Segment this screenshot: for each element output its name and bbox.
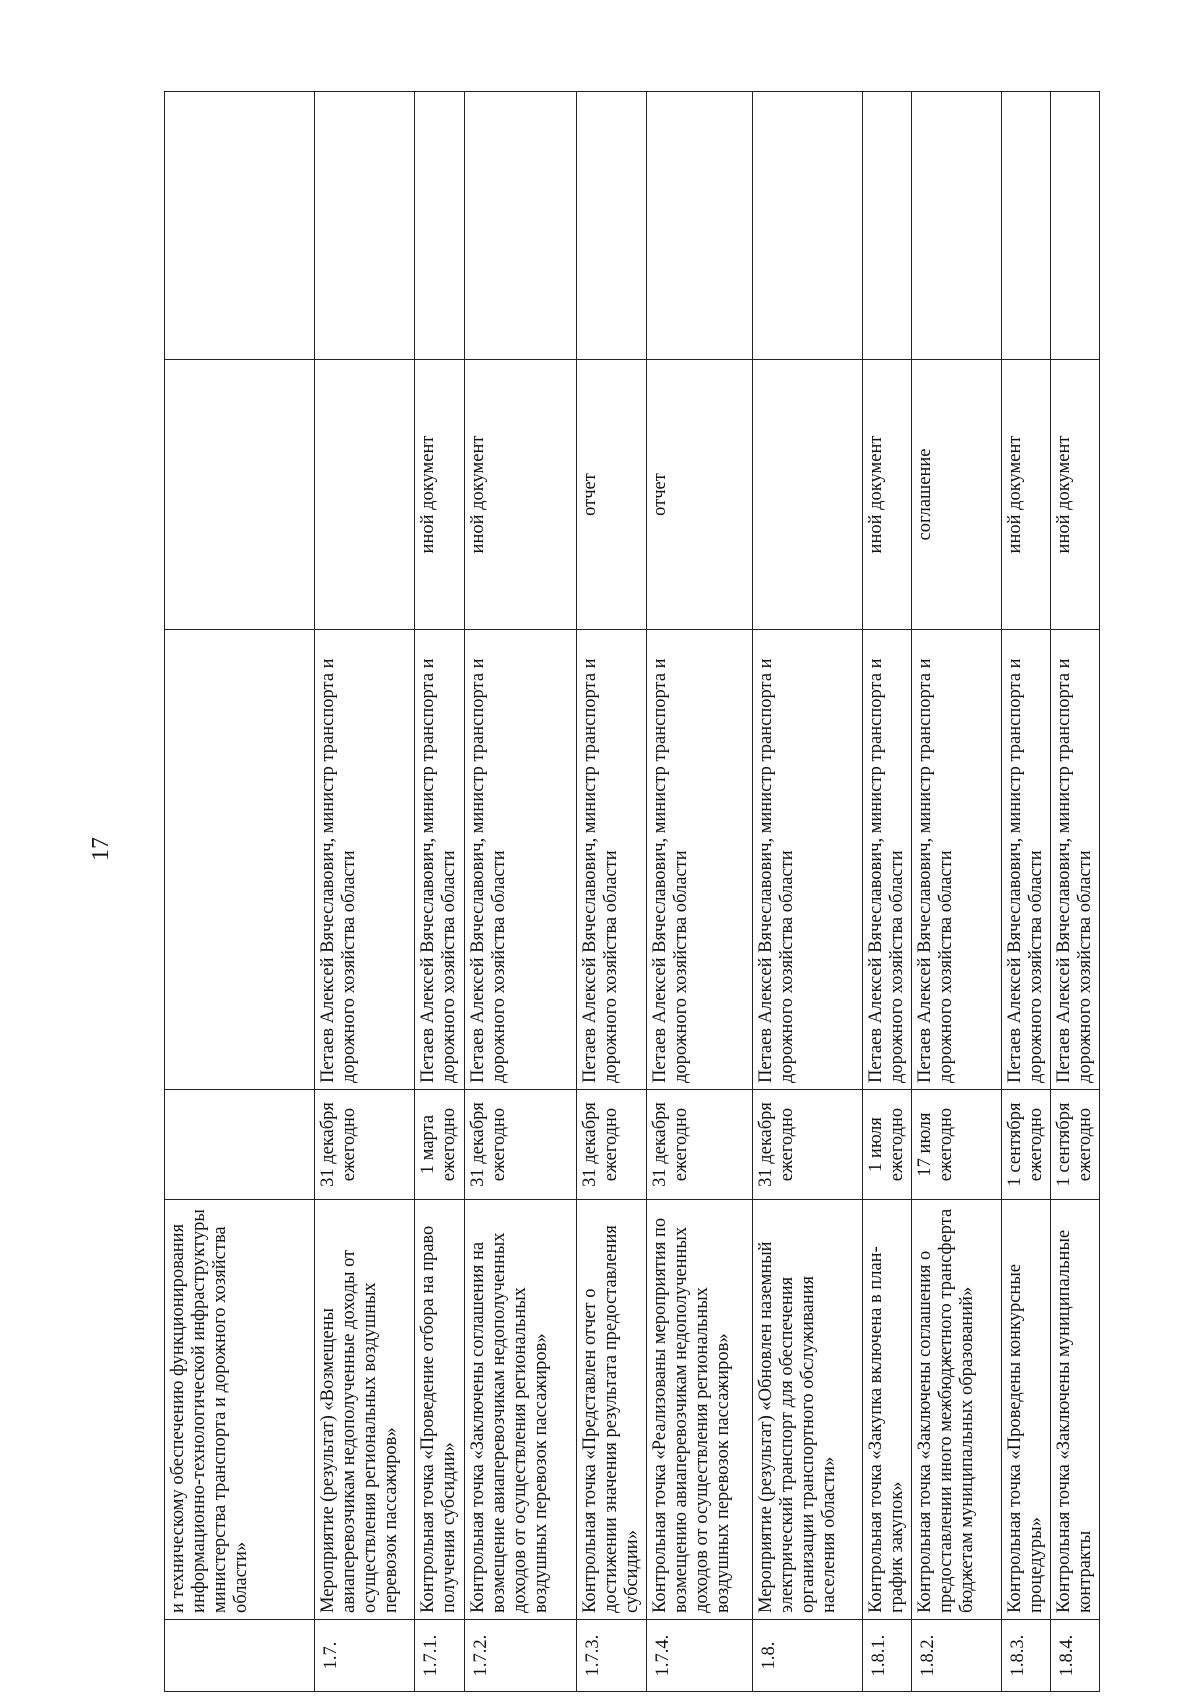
row-date: 17 июля ежегодно: [912, 1090, 1002, 1200]
row-document-type: иной документ: [465, 360, 577, 630]
row-document-type: иной документ: [1051, 360, 1100, 630]
row-responsible: Петаев Алексей Вячеславович, министр транспорта и дорожного хозяйства области: [647, 630, 753, 1090]
row-name: Контрольная точка «Заключены соглашения о предоставлении иного межбюджетного трансферта бюджетам муниципальных образований»: [912, 1200, 1002, 1620]
row-name: Контрольная точка «Заключены соглашения на возмещение авиаперевозчикам недополученных доходов от осуществления региональных воздушных перевозок пассажиров»: [465, 1200, 577, 1620]
row-number: 1.8.2.: [912, 1620, 1002, 1692]
row-info-system: [647, 92, 753, 360]
row-document-type: соглашение: [912, 360, 1002, 630]
row-document-type: иной документ: [415, 360, 465, 630]
row-date: 1 сентября ежегодно: [1002, 1090, 1051, 1200]
row-number: 1.8.: [753, 1620, 863, 1692]
table-row: [577, 92, 647, 1692]
row-info-system: [315, 92, 415, 360]
row-info-system: [863, 92, 912, 360]
row-name: Контрольная точка «Заключены муниципальные контракты: [1051, 1200, 1100, 1620]
row-number: 1.8.1.: [863, 1620, 912, 1692]
row-responsible: [165, 630, 315, 1090]
table-row: [415, 92, 465, 1692]
row-info-system: [912, 92, 1002, 360]
row-name: Мероприятие (результат) «Обновлен наземный электрический транспорт для обеспечения организации транспортного обслуживания населения области»: [753, 1200, 863, 1620]
row-responsible: Петаев Алексей Вячеславович, министр транспорта и дорожного хозяйства области: [753, 630, 863, 1090]
row-document-type: [315, 360, 415, 630]
row-number: 1.7.: [315, 1620, 415, 1692]
row-number: 1.7.4.: [647, 1620, 753, 1692]
row-date: 1 июля ежегодно: [863, 1090, 912, 1200]
row-document-type: [753, 360, 863, 630]
row-date: 31 декабря ежегодно: [753, 1090, 863, 1200]
row-date: 31 декабря ежегодно: [647, 1090, 753, 1200]
row-info-system: [753, 92, 863, 360]
row-name: и техническому обеспечению функционирования информационно-технологической инфраструктуры министерства транспорта и дорожного хозяйства области»: [165, 1200, 315, 1620]
plan-table: [164, 91, 1100, 1692]
table-row: [1002, 92, 1051, 1692]
row-responsible: Петаев Алексей Вячеславович, министр транспорта и дорожного хозяйства области: [1002, 630, 1051, 1090]
row-name: Контрольная точка «Реализованы мероприятия по возмещению авиаперевозчикам недополученных доходов от осуществления региональных воздушных перевозок пассажиров»: [647, 1200, 753, 1620]
rotated-table-container: [164, 92, 1095, 1692]
table-row: [753, 92, 863, 1692]
row-document-type: иной документ: [1002, 360, 1051, 630]
table-row: [465, 92, 577, 1692]
row-responsible: Петаев Алексей Вячеславович, министр транспорта и дорожного хозяйства области: [465, 630, 577, 1090]
row-info-system: [415, 92, 465, 360]
row-responsible: Петаев Алексей Вячеславович, министр транспорта и дорожного хозяйства области: [1051, 630, 1100, 1090]
row-info-system: [165, 92, 315, 360]
row-document-type: отчет: [647, 360, 753, 630]
row-number: 1.7.2.: [465, 1620, 577, 1692]
row-document-type: [165, 360, 315, 630]
row-date: 1 марта ежегодно: [415, 1090, 465, 1200]
page-number: 17: [88, 837, 114, 861]
row-responsible: Петаев Алексей Вячеславович, министр транспорта и дорожного хозяйства области: [863, 630, 912, 1090]
row-responsible: Петаев Алексей Вячеславович, министр транспорта и дорожного хозяйства области: [315, 630, 415, 1090]
row-number: 1.8.3.: [1002, 1620, 1051, 1692]
table-row: [1051, 92, 1100, 1692]
row-info-system: [465, 92, 577, 360]
row-number: 1.8.4.: [1051, 1620, 1100, 1692]
row-info-system: [1051, 92, 1100, 360]
table-row: [647, 92, 753, 1692]
row-date: 31 декабря ежегодно: [315, 1090, 415, 1200]
row-date: 1 сентября ежегодно: [1051, 1090, 1100, 1200]
row-name: Контрольная точка «Закупка включена в план-график закупок»: [863, 1200, 912, 1620]
row-name: Мероприятие (результат) «Возмещены авиаперевозчикам недополученные доходы от осуществления региональных воздушных перевозок пассажиров»: [315, 1200, 415, 1620]
table-row: [912, 92, 1002, 1692]
row-name: Контрольная точка «Проведены конкурсные процедуры»: [1002, 1200, 1051, 1620]
row-name: Контрольная точка «Проведение отбора на право получения субсидии»: [415, 1200, 465, 1620]
row-responsible: Петаев Алексей Вячеславович, министр транспорта и дорожного хозяйства области: [415, 630, 465, 1090]
row-date: [165, 1090, 315, 1200]
row-date: 31 декабря ежегодно: [577, 1090, 647, 1200]
table-row: [315, 92, 415, 1692]
row-info-system: [1002, 92, 1051, 360]
row-document-type: отчет: [577, 360, 647, 630]
row-number: 1.7.1.: [415, 1620, 465, 1692]
row-info-system: [577, 92, 647, 360]
table-row: [863, 92, 912, 1692]
row-document-type: иной документ: [863, 360, 912, 630]
row-name: Контрольная точка «Представлен отчет о достижении значения результата предоставления субсидии»: [577, 1200, 647, 1620]
table-row: [165, 92, 315, 1692]
row-date: 31 декабря ежегодно: [465, 1090, 577, 1200]
row-responsible: Петаев Алексей Вячеславович, министр транспорта и дорожного хозяйства области: [577, 630, 647, 1090]
row-number: [165, 1620, 315, 1692]
row-responsible: Петаев Алексей Вячеславович, министр транспорта и дорожного хозяйства области: [912, 630, 1002, 1090]
row-number: 1.7.3.: [577, 1620, 647, 1692]
